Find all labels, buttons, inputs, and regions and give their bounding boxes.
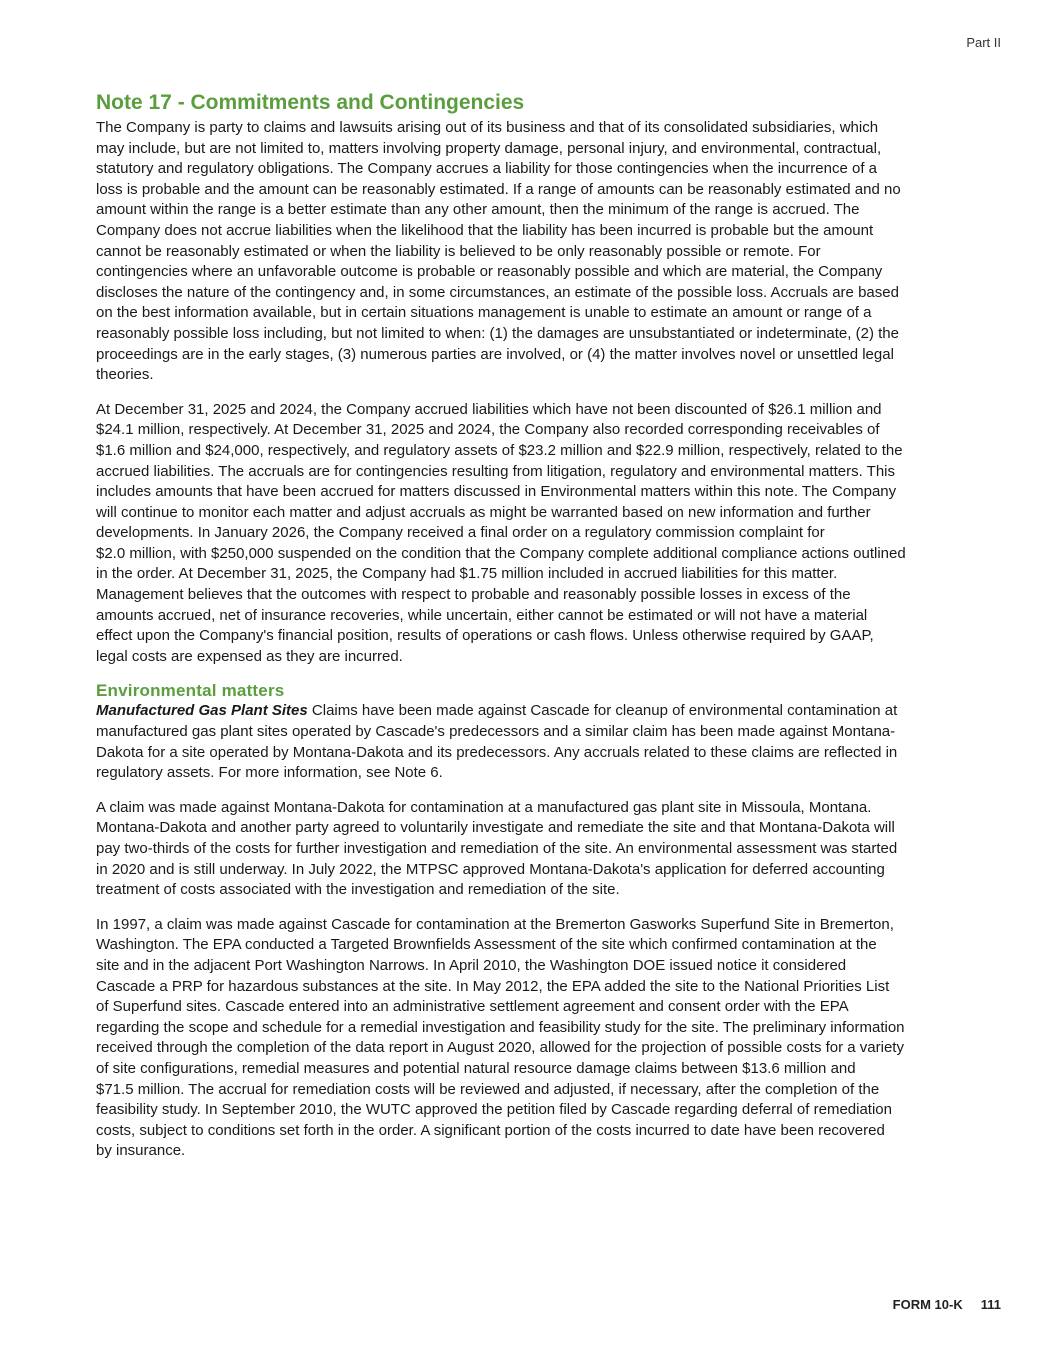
text-line: amounts accrued, net of insurance recoveries, while uncertain, either cannot be estimated or will not have a material [96, 606, 868, 624]
paragraph [96, 118, 966, 386]
page-number: 111 [980, 1297, 1001, 1312]
text-line: contingencies where an unfavorable outcome is probable or reasonably possible and which are material, the Company [96, 263, 883, 281]
text-line [96, 701, 966, 722]
text-line: The Company is party to claims and lawsuits arising out of its business and that of its consolidated subsidiaries, which [96, 119, 879, 136]
text-line: regulatory assets. For more information, see Note 6. [96, 764, 443, 782]
mgp-lead: Manufactured Gas Plant Sites [96, 702, 308, 720]
text-line: manufactured gas plant sites operated by Cascade's predecessors and a similar claim has been made against Montana- [96, 723, 896, 741]
text-line: At December 31, 2025 and 2024, the Company accrued liabilities which have not been discounted of $26.1 million and [96, 400, 882, 418]
text-line: of site configurations, remedial measures and potential natural resource damage claims between $13.6 million and [96, 1059, 856, 1077]
text-line: of Superfund sites. Cascade entered into an administrative settlement agreement and consent order with the EPA [96, 998, 849, 1016]
text-line: proceedings are in the early stages, (3) numerous parties are involved, or (4) the matter involves novel or unsettled legal [96, 345, 894, 363]
text-line: $2.0 million, with $250,000 suspended on the condition that the Company complete additional compliance actions outlined [96, 544, 906, 562]
environmental-section [96, 798, 966, 1162]
text-line: costs, subject to conditions set forth in the order. A significant portion of the costs incurred to date have been recovered [96, 1121, 885, 1139]
text-line: pay two-thirds of the costs for further investigation and remediation of the site. An environmental assessment was started [96, 840, 898, 857]
note-title: Note 17 - Commitments and Contingencies [96, 91, 525, 114]
text-line: statutory and regulatory obligations. The Company accrues a liability for those contingencies when the incurrence of a [96, 160, 877, 178]
text-line: Cascade a PRP for hazardous substances at the site. In May 2012, the EPA added the site to the National Priorities List [96, 977, 890, 995]
text-line: effect upon the Company's financial position, results of operations or cash flows. Unless otherwise required by GAAP, [96, 627, 874, 645]
text-line: includes amounts that have been accrued for matters discussed in Environmental matters within this note. The Company [96, 483, 897, 501]
text-line: feasibility study. In September 2010, the WUTC approved the petition filed by Cascade regarding deferral of remediation [96, 1101, 892, 1119]
intro-section [96, 118, 966, 667]
text-line: amount within the range is a better estimate than any other amount, then the minimum of the range is accrued. The [96, 201, 860, 219]
text-line: on the best information available, but in certain situations management is unable to estimate an amount or range of a [96, 304, 872, 322]
form-label: FORM 10-K [892, 1297, 963, 1312]
text-line: regarding the scope and schedule for a remedial investigation and feasibility study for the site. The preliminary information [96, 1018, 905, 1036]
text-line: $24.1 million, respectively. At December 31, 2025 and 2024, the Company also recorded corresponding receivables of [96, 421, 880, 439]
text-line: $1.6 million and $24,000, respectively, and regulatory assets of $23.2 million and $22.9 million, respectively, related to the [96, 441, 903, 459]
text-line: discloses the nature of the contingency and, in some circumstances, an estimate of the possible loss. Accruals are based [96, 283, 899, 301]
text-line: theories. [96, 366, 154, 384]
text-line: Management believes that the outcomes with respect to probable and reasonably possible losses in excess of the [96, 586, 851, 604]
text-line: will continue to monitor each matter and adjust accruals as might be warranted based on new information and further [96, 503, 871, 521]
text-line: cannot be reasonably estimated or when the liability is believed to be only reasonably possible or remote. For [96, 242, 821, 260]
text-line: may include, but are not limited to, matters involving property damage, personal injury, and environmental, contractual, [96, 139, 882, 157]
text-line: in the order. At December 31, 2025, the Company had $1.75 million included in accrued liabilities for this matter. [96, 565, 838, 583]
paragraph [96, 400, 966, 668]
text-line: developments. In January 2026, the Company received a final order on a regulatory commission complaint for [96, 524, 825, 542]
text-line: by insurance. [96, 1142, 186, 1160]
section-heading: Environmental matters [96, 681, 285, 701]
part-label: Part II [966, 35, 1001, 50]
paragraph [96, 798, 966, 901]
text-line: legal costs are expensed as they are incurred. [96, 647, 403, 665]
text-line-rest: Claims have been made against Cascade for cleanup of environmental contamination at [307, 702, 898, 720]
text-line: A claim was made against Montana-Dakota for contamination at a manufactured gas plant site in Missoula, Montana. [96, 798, 872, 816]
text-line: Company does not accrue liabilities when the likelihood that the liability has been incurred is probable but the amount [96, 221, 874, 239]
text-line: reasonably possible loss including, but not limited to when: (1) the damages are unsubstantiated or indeterminate, (2) the [96, 324, 899, 342]
page-footer [875, 1297, 1001, 1312]
text-line: received through the completion of the data report in August 2020, allowed for the projection of possible costs for a variety [96, 1039, 904, 1057]
text-line: In 1997, a claim was made against Cascade for contamination at the Bremerton Gasworks Superfund Site in Bremerton, [96, 915, 894, 933]
paragraph [96, 915, 966, 1162]
text-line: $71.5 million. The accrual for remediation costs will be reviewed and adjusted, if necessary, after the completion of the [96, 1080, 880, 1098]
note-content [96, 90, 966, 1176]
text-line: Washington. The EPA conducted a Targeted Brownfields Assessment of the site which confirmed contamination at the [96, 936, 877, 954]
text-line: loss is probable and the amount can be reasonably estimated. If a range of amounts can be reasonably estimated and no [96, 180, 901, 198]
text-line: Dakota for a site operated by Montana-Dakota and its predecessors. Any accruals related to these claims are reflected in [96, 743, 898, 761]
text-line: in 2020 and is still underway. In July 2022, the MTPSC approved Montana-Dakota's application for deferred accounting [96, 860, 885, 878]
text-line: Montana-Dakota and another party agreed to voluntarily investigate and remediate the site and that Montana-Dakota will [96, 819, 895, 837]
text-line: accrued liabilities. The accruals are for contingencies resulting from litigation, regulatory and environmental matters. This [96, 462, 895, 480]
text-line: treatment of costs associated with the investigation and remediation of the site. [96, 881, 620, 899]
text-line: site and in the adjacent Port Washington Narrows. In April 2010, the Washington DOE issued notice it considered [96, 956, 847, 974]
paragraph-mgp [96, 701, 966, 783]
